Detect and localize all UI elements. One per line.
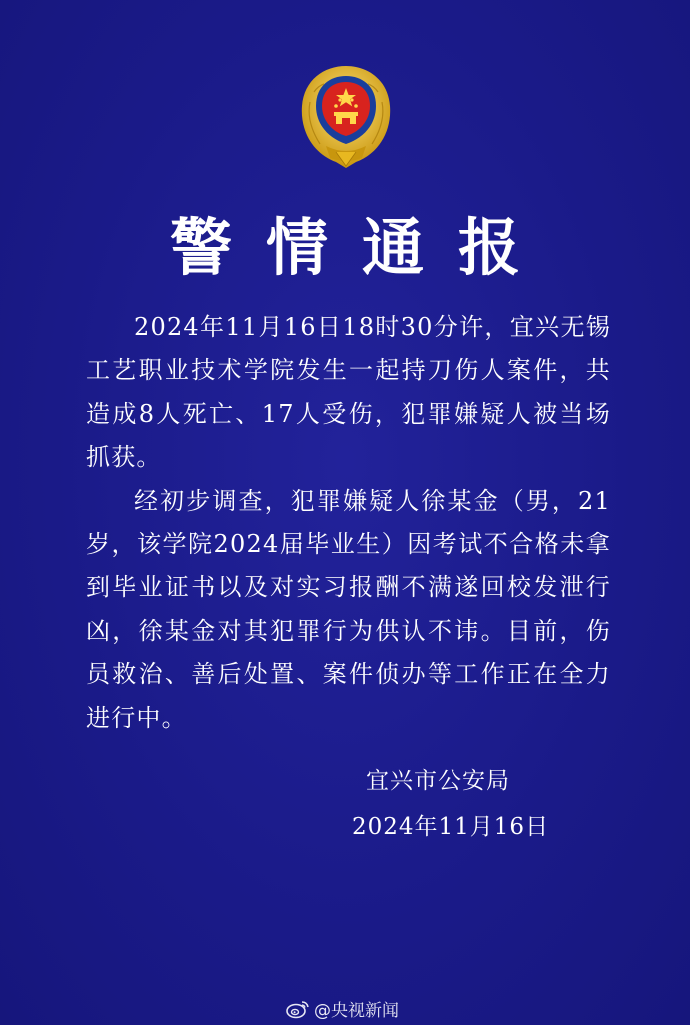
weibo-icon <box>286 999 310 1019</box>
police-emblem-icon <box>296 62 396 172</box>
notice-title: 警情通报 <box>169 211 554 284</box>
notice-body <box>86 306 611 740</box>
paragraph-investigation: 经初步调查，犯罪嫌疑人徐某金（男，21岁，该学院2024届毕业生）因考试不合格未拿到毕业证书以及对实习报酬不满遂回校发泄行凶，徐某金对其犯罪行为供认不讳。目前，伤员救治、善后处置、案件侦办等工作正在全力进行中。 <box>86 486 611 732</box>
signature-date: 2024年11月16日 <box>352 814 550 840</box>
watermark-text: @央视新闻 <box>314 1001 399 1021</box>
paragraph-incident: 2024年11月16日18时30分许，宜兴无锡工艺职业技术学院发生一起持刀伤人案件，共造成8人死亡、17人受伤，犯罪嫌疑人被当场抓获。 <box>86 313 611 472</box>
signature-organization: 宜兴市公安局 <box>366 768 510 794</box>
source-watermark <box>286 996 399 1021</box>
